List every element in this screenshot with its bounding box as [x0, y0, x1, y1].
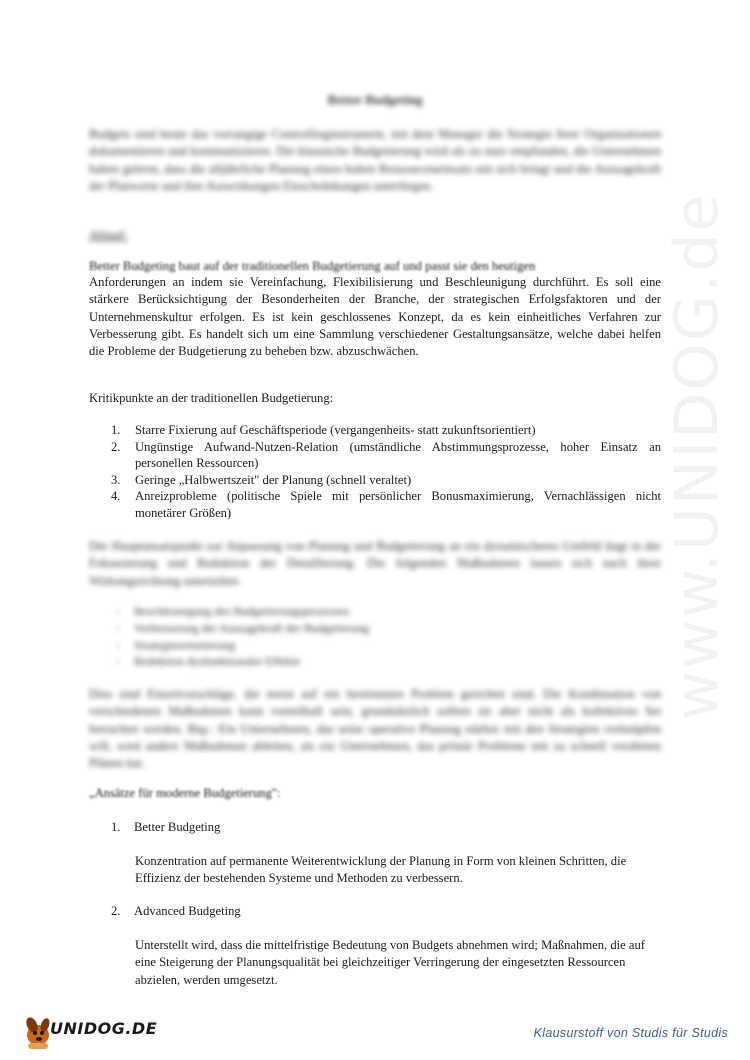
approach-text-1: Konzentration auf permanente Weiterentwicklung der Planung in Form von kleinen Schritten, die Effizienz der bestehenden Systeme und Methoden zu verbessern. [135, 854, 627, 886]
paragraph3: Dies sind Einzelvorschläge, die meist auf ein bestimmtes Problem gerichtet sind. Die Kombination von verschiedenen Maßnahmen kann vorteilhaft sein, grundsätzlich sollten sie aber nicht als kollektives Set betrachtet werden. Bsp.: Ein Unternehmen, das seine operative Planung stärker mit den Strategien verknüpfen will, wird andere Maßnahmen ableiten, als ein Unternehmen, das primär Probleme mit zu schnell veralteten Plänen hat. [89, 687, 661, 771]
list-item: - Reduktion dysfunktionaler Effekte [116, 654, 301, 669]
logo-text: UNIDOG.DE [50, 1019, 158, 1038]
list-item: - Verbesserung der Aussagekraft der Budgetierung [116, 620, 370, 635]
subheading-ablauf: Ablauf: [89, 228, 128, 242]
paragraph2: Der Hauptansatzpunkt zur Anpassung von Planung und Budgetierung an ein dynamischeres Umfeld liegt in der Fokussierung und Reduktion der Detaillierung. Die folgenden Maßnahmen lassen sich nach ihrer Wirkungsrichtung unterteilen: [89, 539, 661, 588]
unidog-logo[interactable] [22, 1013, 162, 1053]
list-item: 4. Anreizprobleme (politische Spiele mit persönlicher Bonusmaximierung, Vernachlässigen nicht monetärer Größen) [111, 489, 661, 520]
approach-item-2: 2. Advanced Budgeting [111, 904, 241, 918]
watermark: www.UNIDOG.de [662, 192, 732, 720]
footer-tagline: Klausurstoff von Studis für Studis [533, 1026, 728, 1040]
list-item: 1. Starre Fixierung auf Geschäftsperiode (vergangenheits- statt zukunftsorientiert) [111, 423, 536, 437]
criticism-heading: Kritikpunkte an der traditionellen Budgetierung: [89, 391, 334, 405]
intro-paragraph: Budgets sind heute das vorrangige Controllinginstrument, mit dem Manager die Strategie ihrer Organisationen dokumentieren und kommunizieren. Die klassische Budgetierung wird als zu starr empfunden, die Unternehmen haben gelernt, dass die alljährliche Planung einen hohen Ressourceneinsatz mit sich bringt und die Aussagekraft der Planwerte und ihre Auswirkungen Einschränkungen unterliegen. [89, 127, 661, 193]
document-title: Better Budgeting [327, 92, 423, 107]
list-item: - Strategieorientierung [116, 637, 236, 652]
approaches-heading: „Ansätze für moderne Budgetierung": [89, 786, 281, 800]
paragraph1-first-line: Better Budgeting baut auf der traditionellen Budgetierung auf und passt sie den heutigen [89, 259, 536, 273]
criticism-list [111, 422, 661, 522]
list-item: 3. Geringe „Halbwertszeit" der Planung (schnell veraltet) [111, 472, 412, 487]
measures-list [116, 603, 616, 670]
approach-item-1: 1. Better Budgeting [111, 820, 221, 834]
list-item: 2. Ungünstige Aufwand-Nutzen-Relation (umständliche Abstimmungsprozesse, hoher Einsatz an personellen Ressourcen) [111, 439, 661, 471]
paragraph1-body: Anforderungen an indem sie Vereinfachung, Flexibilisierung und Beschleunigung durchführt. Es soll eine stärkere Berücksichtigung der Besonderheiten der Branche, der strategischen Erfolgsfaktoren und der Unternehmenskultur erfolgen. Es ist kein geschlossenes Konzept, da es kein einheitliches Verfahren zur Verbesserung gibt. Es handelt sich um eine Sammlung verschiedener Gestaltungsansätze, welche dabei helfen die Probleme der Budgetierung zu beheben bzw. abzuschwächen. [89, 275, 661, 359]
approach-text-2: Unterstellt wird, dass die mittelfristige Bedeutung von Budgets abnehmen wird; Maßnahmen, die auf eine Steigerung der Planungsqualität bei gleichzeitiger Verringerung der eingesetzten Ressourcen abzielen, werden umgesetzt. [135, 938, 645, 987]
list-item: - Beschleunigung des Budgetierungsprozesses [116, 604, 350, 618]
